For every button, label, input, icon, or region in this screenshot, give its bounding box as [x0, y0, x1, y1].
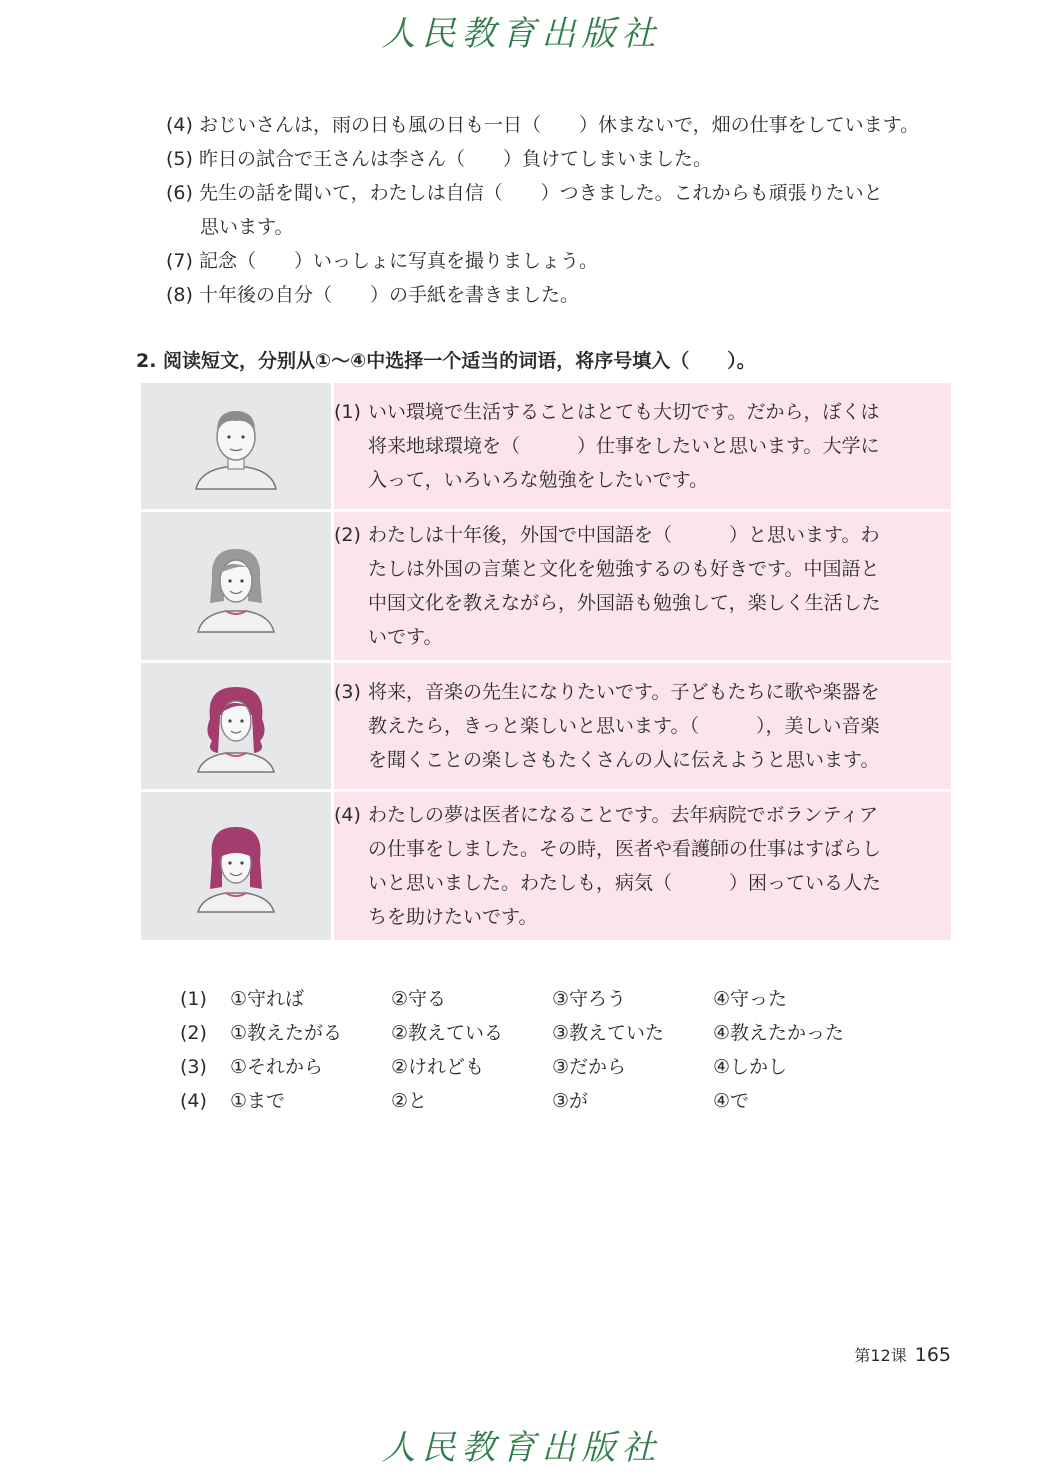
- passage-text: (2) わたしは十年後，外国で中国語を（ ）と思います。わ たしは外国の言葉と文化を勉強するのも好きです。中国語と 中国文化を教えながら，外国語も勉強して，楽しく生活した いです。: [333, 511, 953, 662]
- portrait-cell: [140, 511, 333, 662]
- bangs-girl-portrait: [186, 819, 286, 914]
- list-item-continuation: 思います。: [200, 216, 294, 238]
- options-list: [180, 982, 874, 1118]
- option-row: (2) ①教えたがる ②教えている ③教えていた ④教えたかった: [180, 1022, 845, 1044]
- page-number: 165: [914, 1344, 951, 1366]
- list-item: (7) 記念（ ）いっしょに写真を撮りましょう。: [166, 250, 598, 272]
- lesson-label: 第12课: [854, 1346, 907, 1365]
- option-row: (4) ①まで ②と ③が ④で: [180, 1090, 750, 1112]
- list-item: (4) おじいさんは，雨の日も風の日も一日（ ）休まないで，畑の仕事をしています。: [166, 114, 920, 136]
- publisher-logo-top: 人民教育出版社: [381, 14, 662, 54]
- passage-row: [140, 662, 953, 791]
- reading-passages-table: [138, 380, 954, 943]
- list-item: (6) 先生の話を聞いて，わたしは自信（ ）つきました。これからも頑張りたいと: [166, 182, 883, 204]
- option-row: (3) ①それから ②けれども ③だから ④しかし: [180, 1056, 788, 1078]
- list-item: (5) 昨日の試合で王さんは李さん（ ）負けてしまいました。: [166, 148, 712, 170]
- list-item: (8) 十年後の自分（ ）の手紙を書きました。: [166, 284, 579, 306]
- passage-text: (1) いい環境で生活することはとても大切です。だから，ぼくは 将来地球環境を（ ）仕事をしたいと思います。大学に 入って，いろいろな勉強をしたいです。: [333, 382, 953, 511]
- portrait-cell: [140, 791, 333, 942]
- passage-text: (4) わたしの夢は医者になることです。去年病院でボランティア の仕事をしました。その時，医者や看護師の仕事はすばらし いと思いました。わたしも，病気（ ）困っている人た ちを助けたいです。: [333, 791, 953, 942]
- publisher-logo-bottom: 人民教育出版社: [381, 1428, 662, 1468]
- passage-row: [140, 511, 953, 662]
- portrait-cell: [140, 382, 333, 511]
- young-man-portrait: [186, 401, 286, 491]
- passage-row: [140, 382, 953, 511]
- passage-row: [140, 791, 953, 942]
- passage-text: (3) 将来，音楽の先生になりたいです。子どもたちに歌や楽器を 教えたら，きっと楽しいと思います。（ ），美しい音楽 を聞くことの楽しさもたくさんの人に伝えようと思います。: [333, 662, 953, 791]
- portrait-cell: [140, 662, 333, 791]
- page-footer: [854, 1343, 951, 1366]
- option-row: (1) ①守れば ②守る ③守ろう ④守った: [180, 988, 788, 1010]
- exercise1-list: [166, 108, 966, 312]
- bob-hair-girl-portrait: [186, 539, 286, 634]
- wavy-hair-woman-portrait: [186, 679, 286, 774]
- exercise2-heading: 2. 阅读短文，分别从①～④中选择一个适当的词语，将序号填入（ ）。: [136, 350, 756, 372]
